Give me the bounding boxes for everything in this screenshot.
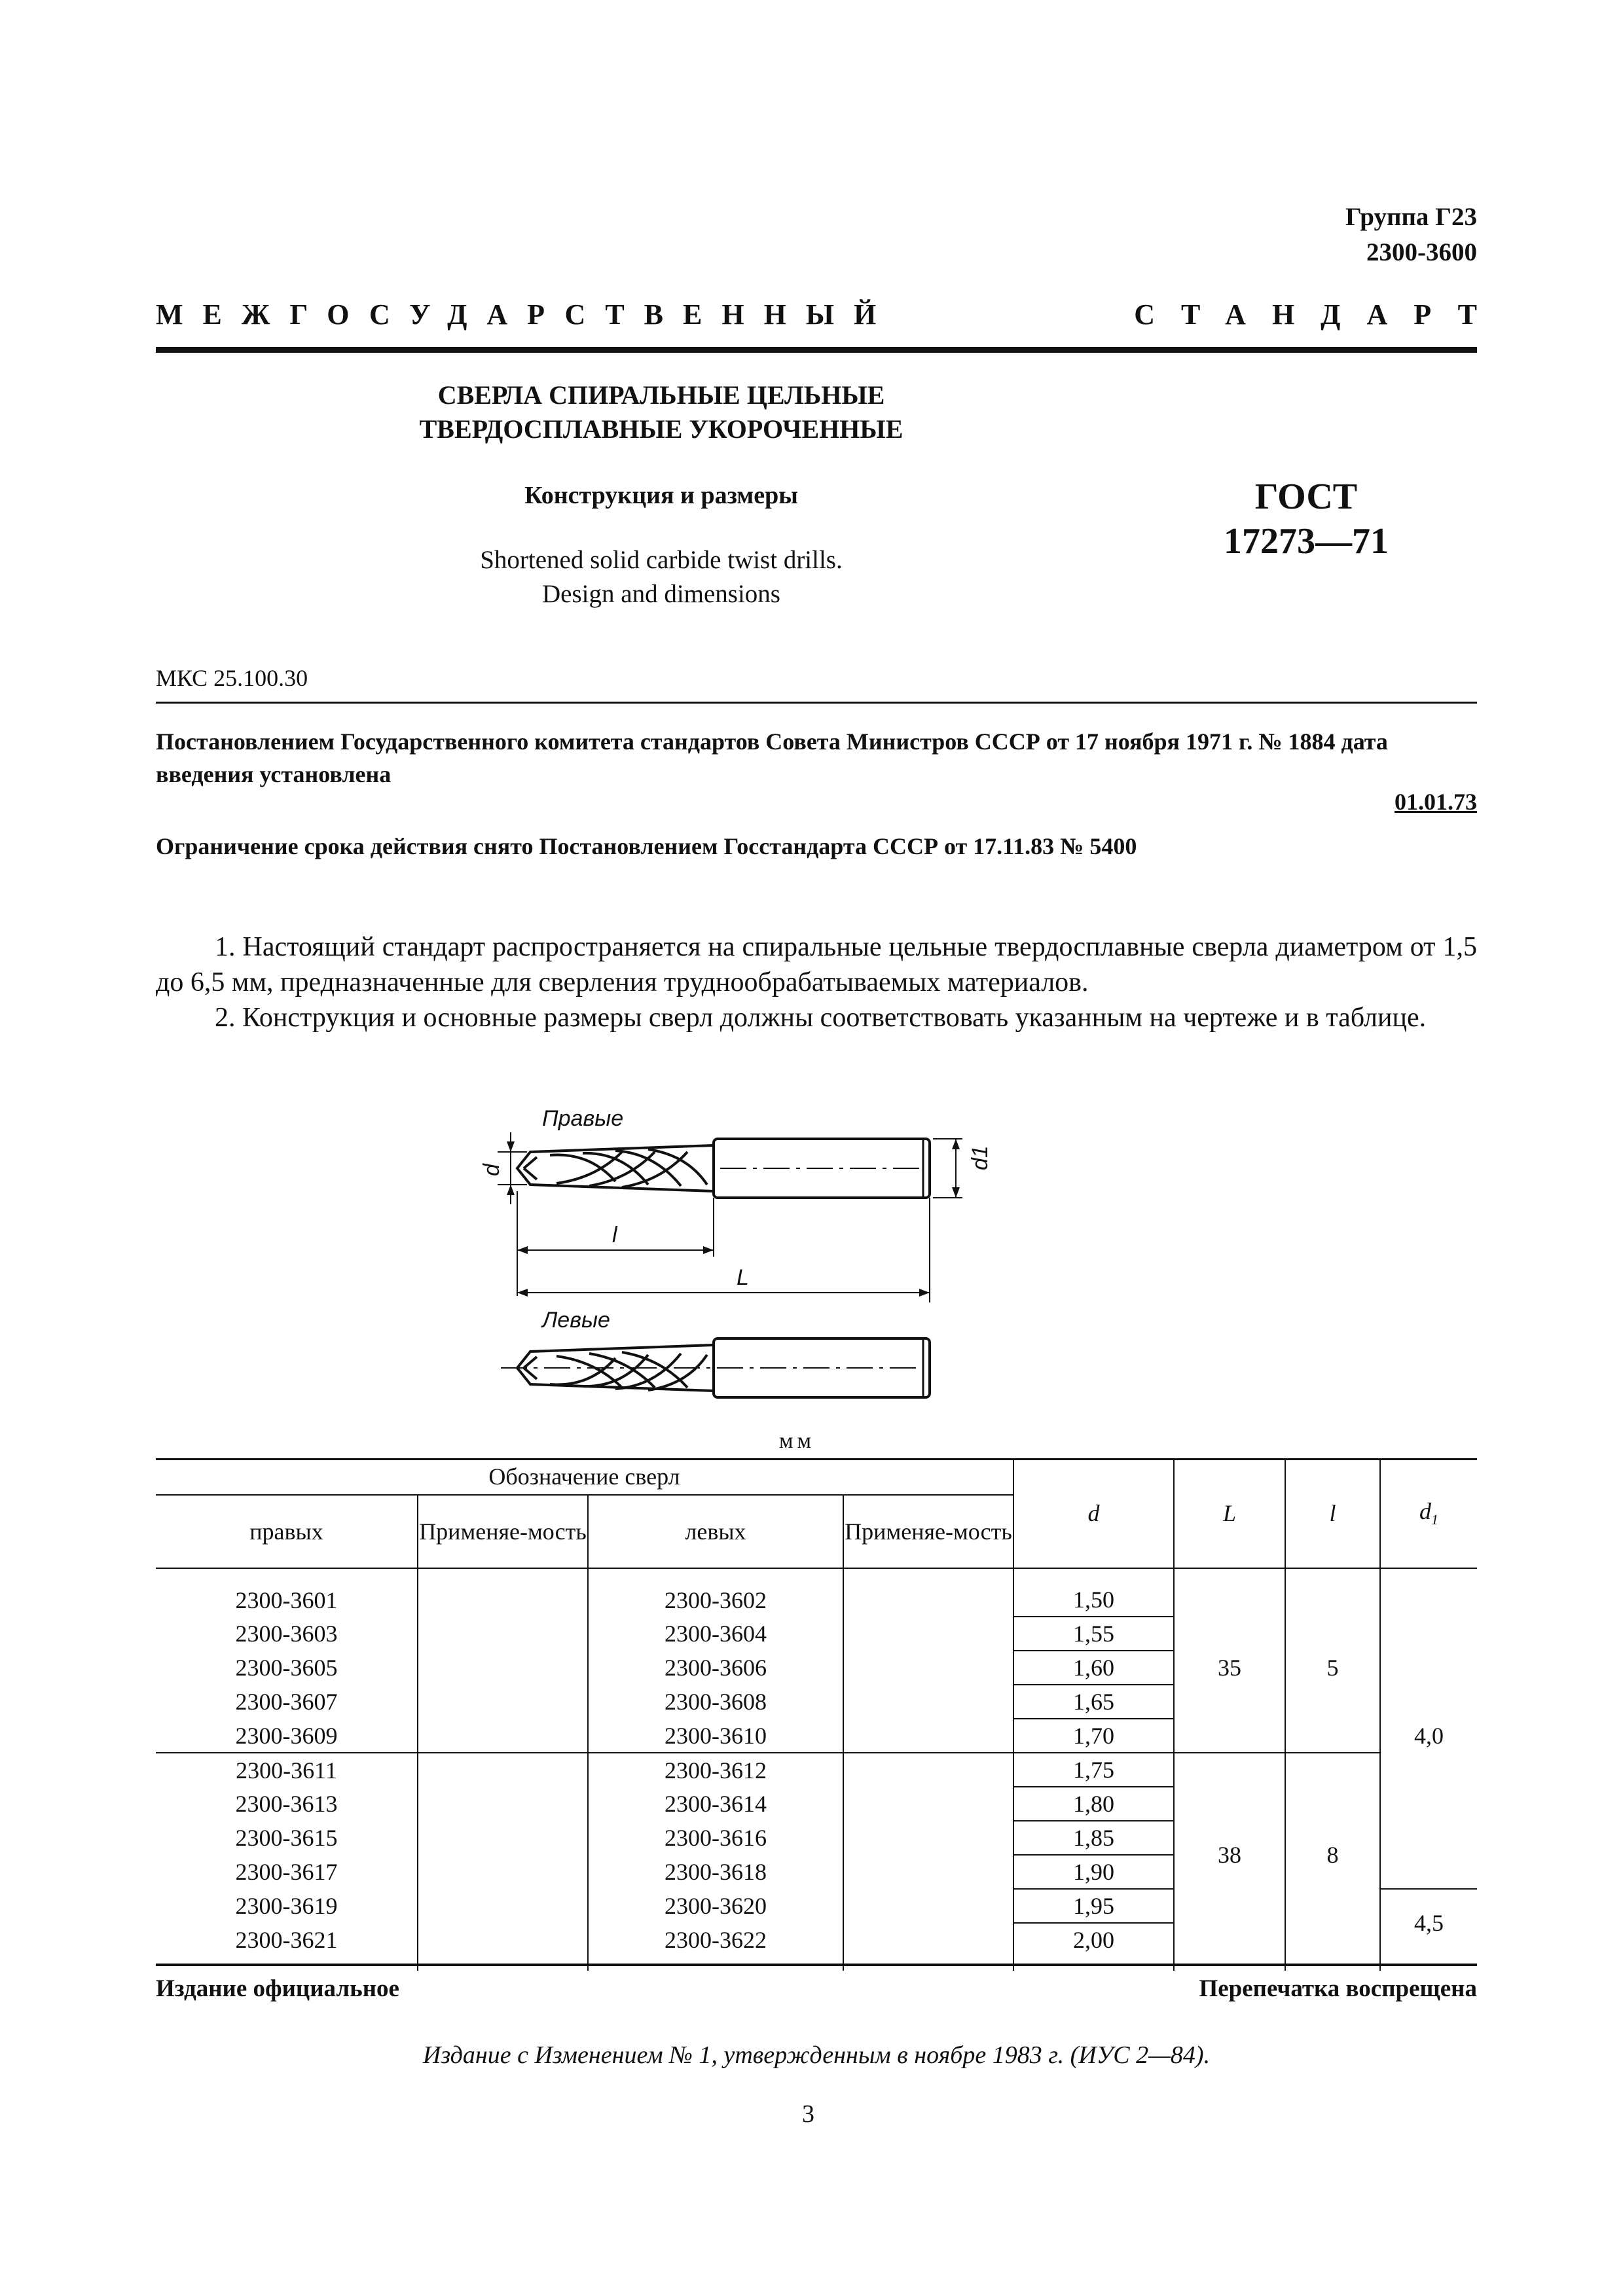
shank-d1-group-2: 4,5: [1380, 1889, 1477, 1956]
title-line-1: СВЕРЛА СПИРАЛЬНЫЕ ЦЕЛЬНЫЕ: [437, 380, 885, 410]
header-right-drills: правых: [156, 1495, 418, 1568]
group-code-block: [1345, 200, 1477, 270]
table-row: 2300-3615 2300-3616 1,85: [156, 1821, 1477, 1855]
header-left-drills: левых: [588, 1495, 843, 1568]
left-drill: [501, 1338, 930, 1397]
english-title: [367, 543, 956, 611]
gost-label: ГОСТ: [1254, 476, 1358, 517]
dimension-l-label: l: [612, 1223, 617, 1247]
document-title: [367, 378, 956, 446]
drill-drawing: [479, 1106, 1074, 1401]
table-row: 2300-3607 2300-3608 1,65: [156, 1685, 1477, 1719]
table-row: 2300-3605 2300-3606 1,60: [156, 1651, 1477, 1685]
mks-code: МКС 25.100.30: [156, 665, 308, 691]
dimension-d-label: d: [479, 1164, 504, 1176]
paragraph-2: 2. Конструкция и основные размеры сверл должны соответствовать указанным на чертеже и в таблице.: [215, 1003, 1427, 1033]
table-row: 2300-3621 2300-3622 2,00: [156, 1923, 1477, 1956]
english-title-line-2: Design and dimensions: [542, 580, 780, 608]
reprint-prohibited-label: Перепечатка воспрещена: [1199, 1975, 1477, 2002]
interstate-label: МЕЖГОСУДАРСТВЕННЫЙ: [156, 298, 896, 331]
header-applicability-right: Применяе-мость: [418, 1495, 588, 1568]
title-line-2: ТВЕРДОСПЛАВНЫЕ УКОРОЧЕННЫЕ: [419, 414, 903, 444]
header-d1: $d_1$: [1380, 1458, 1477, 1568]
edition-note: Издание с Изменением № 1, утвержденным в ноябре 1983 г. (ИУС 2—84).: [422, 2041, 1211, 2069]
designation-header: Обозначение сверл: [156, 1458, 1013, 1495]
length-l-group-2: 8: [1285, 1753, 1380, 1956]
dimension-L-label: L: [737, 1265, 749, 1290]
table-row: 2300-3617 2300-3618 1,90: [156, 1855, 1477, 1889]
table-row: 2300-3619 2300-3620 1,95 4,5: [156, 1889, 1477, 1923]
table-row: 2300-3611 2300-3612 1,75 38 8: [156, 1753, 1477, 1787]
official-edition-label: Издание официальное: [156, 1975, 399, 2002]
classification-code: 2300-3600: [1366, 238, 1477, 266]
unit-label: мм: [779, 1429, 816, 1453]
document-subtitle: Конструкция и размеры: [524, 482, 798, 509]
page-number: 3: [802, 2100, 814, 2128]
english-title-line-1: Shortened solid carbide twist drills.: [480, 546, 843, 574]
decree-text: Постановлением Государственного комитета стандартов Совета Министров СССР от 17 ноября 1971 г. № 1884 дата введения установлена: [156, 728, 1388, 787]
top-rule: [156, 347, 1477, 353]
shank-d1-group-1: 4,0: [1380, 1583, 1477, 1889]
length-l-group-1: 5: [1285, 1583, 1380, 1753]
drill-spec-table: [156, 1458, 1477, 1971]
table-row: 2300-3609 2300-3610 1,70: [156, 1719, 1477, 1753]
group-label: Группа Г23: [1345, 203, 1477, 231]
right-drill: [498, 1132, 962, 1302]
introduction-date: 01.01.73: [1395, 789, 1477, 815]
header-applicability-left: Применяе-мость: [843, 1495, 1013, 1568]
standard-type-line: [156, 298, 1503, 334]
table-row: 2300-3613 2300-3614 1,80: [156, 1787, 1477, 1821]
standard-label: СТАНДАРТ: [1134, 298, 1503, 331]
left-drills-label: Левые: [542, 1308, 610, 1333]
table-row: 2300-3603 2300-3604 1,55: [156, 1617, 1477, 1651]
header-L: L: [1174, 1458, 1285, 1568]
header-l: l: [1285, 1458, 1380, 1568]
length-L-group-1: 35: [1174, 1583, 1285, 1753]
mks-rule: [156, 702, 1477, 704]
dimension-d1-label: d1: [968, 1145, 993, 1170]
length-L-group-2: 38: [1174, 1753, 1285, 1956]
footer-rule: [156, 1964, 1477, 1966]
limitation-text: Ограничение срока действия снято Постановлением Госстандарта СССР от 17.11.83 № 5400: [156, 833, 1137, 859]
right-drills-label: Правые: [542, 1106, 624, 1131]
header-d: d: [1013, 1458, 1174, 1568]
gost-number: 17273—71: [1224, 521, 1389, 562]
paragraph-1: 1. Настоящий стандарт распространяется на спиральные цельные твердосплавные сверла диаметром от 1,5 до 6,5 мм, предназначенные для сверления труднообрабатываемых материалов.: [156, 932, 1477, 997]
table-row: 2300-3601 2300-3602 1,50 35 5 4,0: [156, 1583, 1477, 1617]
gost-number-block: [1198, 475, 1414, 564]
